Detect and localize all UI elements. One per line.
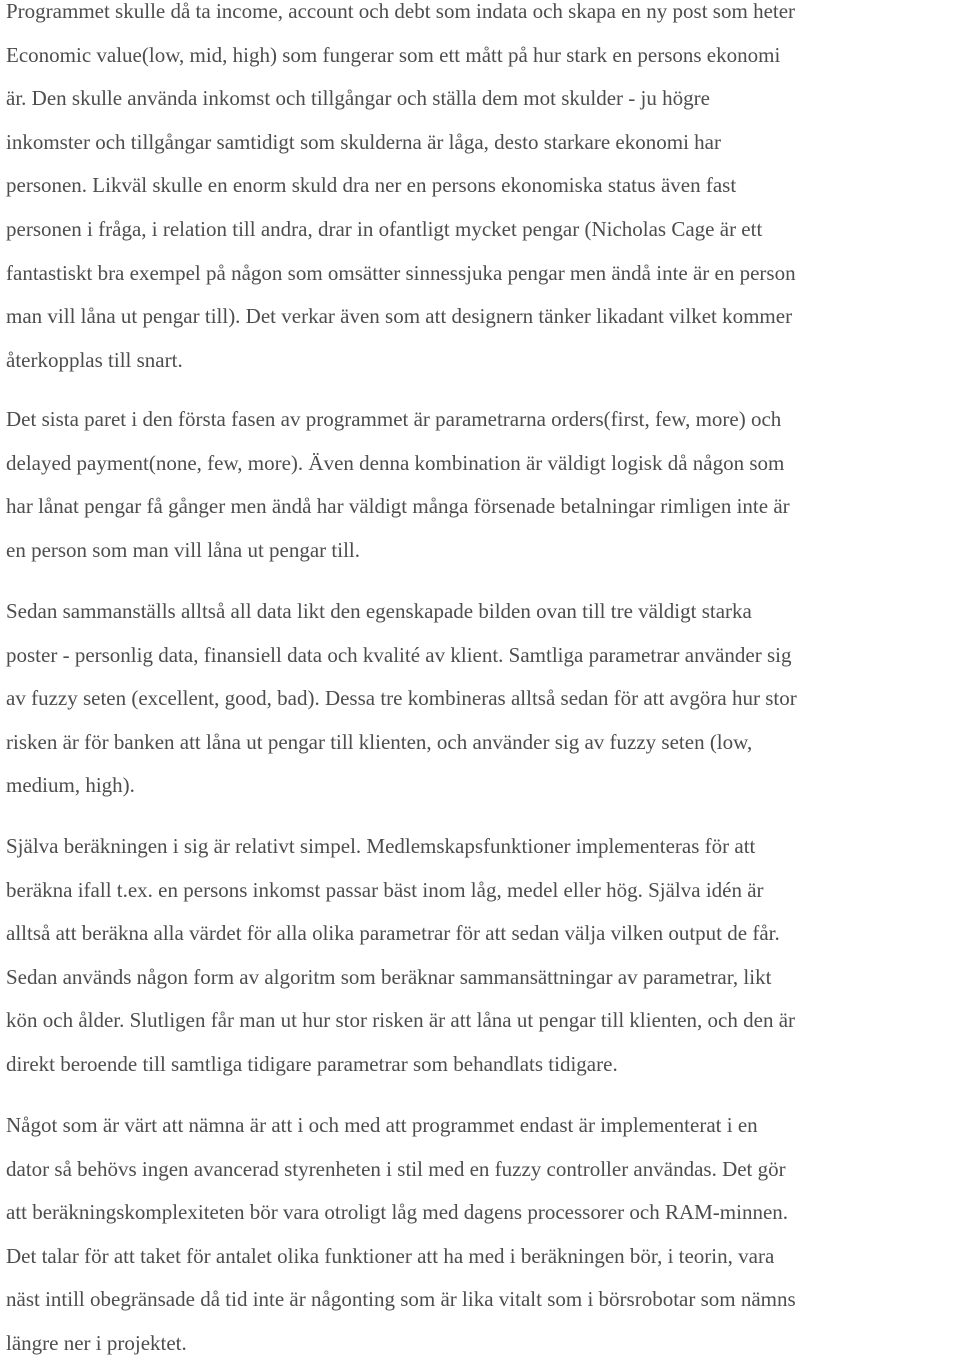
paragraph-orders-delayed-payment — [6, 398, 790, 572]
text-line: Economic value(low, mid, high) som fungerar som ett mått på hur stark en persons ekonomi — [6, 42, 781, 67]
text-line: alltså att beräkna alla värdet för alla olika parametrar för att sedan välja vilken output de får. — [6, 921, 780, 946]
text-line: dator så behövs ingen avancerad styrenheten i stil med en fuzzy controller användas. Det gör — [6, 1156, 786, 1181]
text-line: man vill låna ut pengar till). Det verkar även som att designern tänker likadant vilket kommer — [6, 304, 793, 329]
text-line: poster - personlig data, finansiell data och kvalité av klient. Samtliga parametrar använder sig — [6, 642, 792, 667]
paragraph-implementation — [6, 1104, 796, 1366]
text-line: är. Den skulle använda inkomst och tillgångar och ställa dem mot skulder - ju högre — [6, 86, 710, 111]
text-line: delayed payment(none, few, more). Även denna kombination är väldigt logisk då någon som — [6, 450, 785, 475]
text-line: risken är för banken att låna ut pengar till klienten, och använder sig av fuzzy seten (low, — [6, 729, 753, 754]
text-line: beräkna ifall t.ex. en persons inkomst passar bäst inom låg, medel eller hög. Själva idén är — [6, 877, 764, 902]
text-line: Sedan används någon form av algoritm som beräknar sammansättningar av parametrar, likt — [6, 964, 772, 989]
text-line: Sedan sammanställs alltså all data likt den egenskapade bilden ovan till tre väldigt starka — [6, 599, 752, 623]
text-line: medium, high). — [6, 773, 135, 798]
text-line: av fuzzy seten (excellent, good, bad). Dessa tre kombineras alltså sedan för att avgöra hur stor — [6, 686, 797, 711]
text-line: en person som man vill låna ut pengar till. — [6, 537, 361, 562]
text-line: kön och ålder. Slutligen får man ut hur stor risken är att låna ut pengar till klienten, och den är — [6, 1008, 796, 1033]
text-line: Själva beräkningen i sig är relativt simpel. Medlemskapsfunktioner implementeras för att — [6, 834, 756, 858]
text-line: direkt beroende till samtliga tidigare parametrar som behandlats tidigare. — [6, 1051, 618, 1076]
paragraph-fuzzy-sets — [6, 590, 797, 808]
text-line: Det sista paret i den första fasen av programmet är parametrarna orders(first, few, more) och — [6, 407, 782, 431]
text-line: näst intill obegränsade då tid inte är någonting som är lika vitalt som i börsrobotar som nämns — [6, 1287, 796, 1312]
text-line: inkomster och tillgångar samtidigt som skulderna är låga, desto starkare ekonomi har — [6, 129, 721, 154]
text-line: personen i fråga, i relation till andra, drar in ofantligt mycket pengar (Nicholas Cage är ett — [6, 216, 763, 241]
text-line: längre ner i projektet. — [6, 1330, 187, 1355]
text-line: Något som är värt att nämna är att i och med att programmet endast är implementerat i en — [6, 1113, 758, 1137]
paragraph-calculation — [6, 825, 795, 1087]
text-line: fantastiskt bra exempel på någon som omsätter sinnessjuka pengar men ändå inte är en person — [6, 260, 796, 285]
text-line: Programmet skulle då ta income, account och debt som indata och skapa en ny post som heter — [6, 0, 796, 23]
text-line: har lånat pengar få gånger men ändå har väldigt många försenade betalningar rimligen inte är — [6, 494, 790, 519]
text-line: återkopplas till snart. — [6, 347, 183, 372]
text-line: personen. Likväl skulle en enorm skuld dra ner en persons ekonomiska status även fast — [6, 173, 737, 198]
text-line: att beräkningskomplexiteten bör vara otroligt låg med dagens processorer och RAM-minnen. — [6, 1200, 789, 1225]
text-line: Det talar för att taket för antalet olika funktioner att ha med i beräkningen bör, i teorin, vara — [6, 1243, 775, 1268]
paragraph-economic-value — [6, 0, 796, 382]
